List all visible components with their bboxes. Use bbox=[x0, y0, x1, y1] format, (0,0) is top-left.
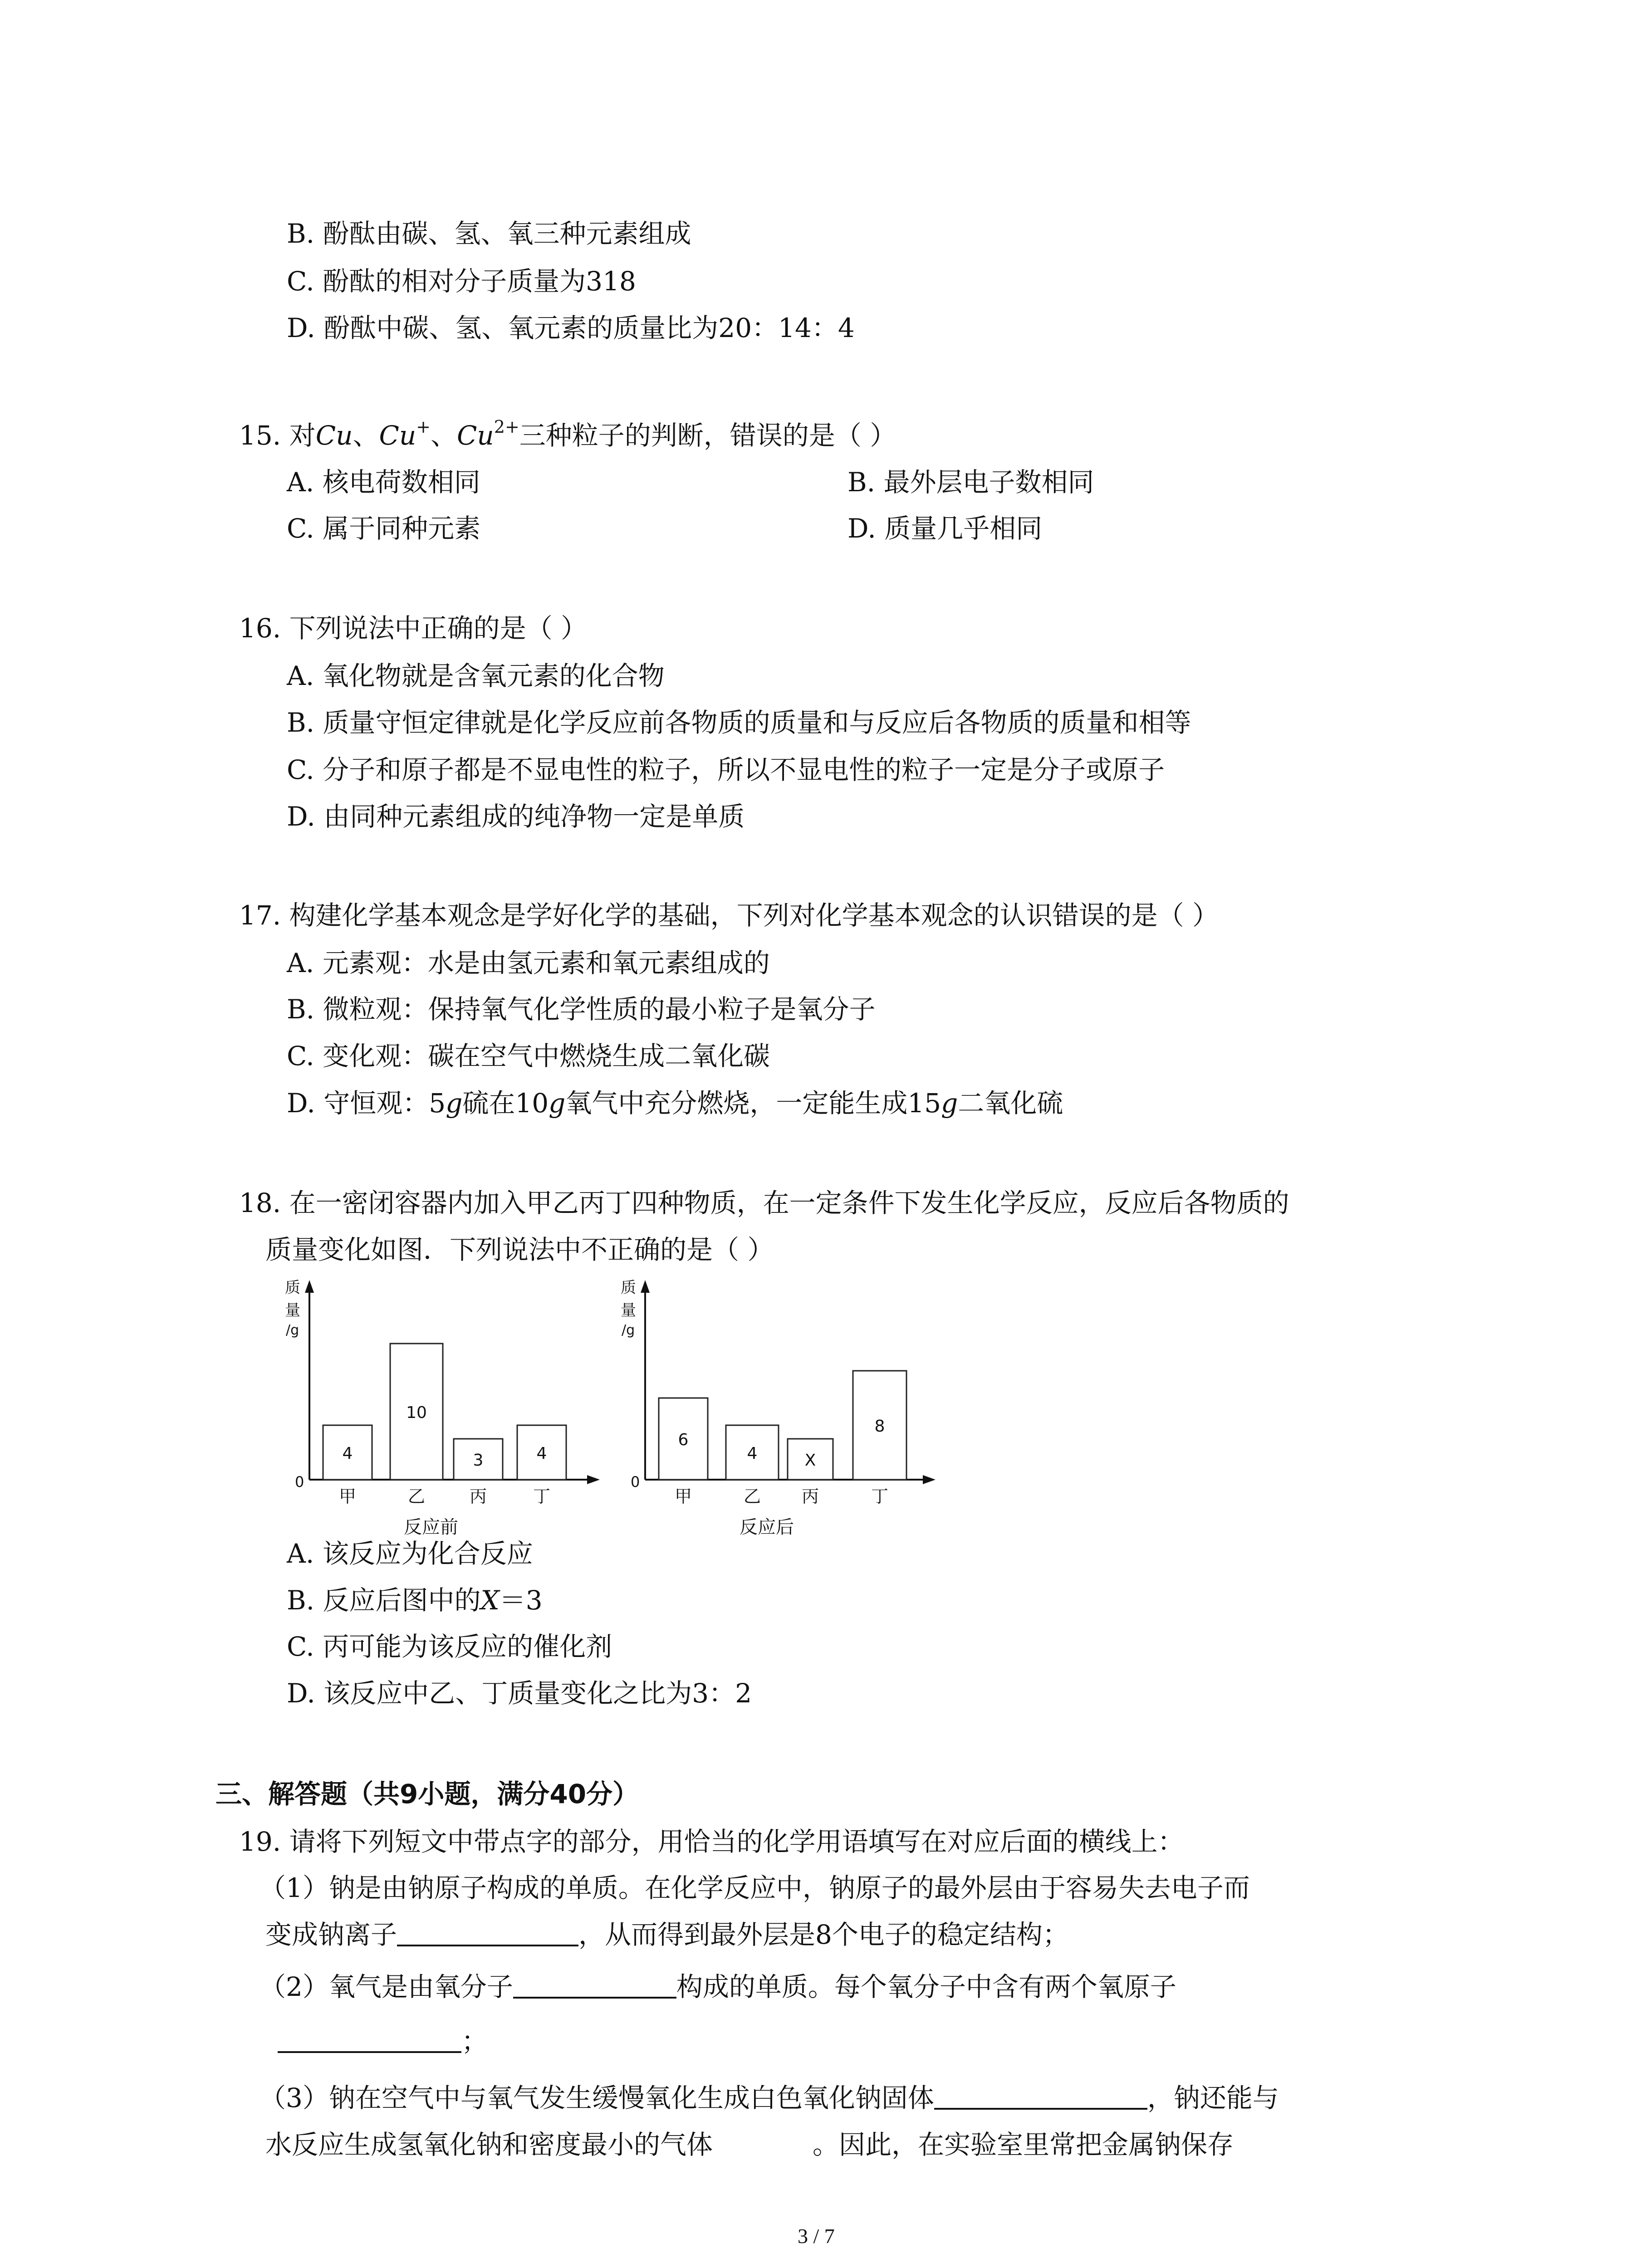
q16-option-d: D. 由同种元素组成的纯净物一定是单质 bbox=[287, 801, 745, 832]
category-label: 丙 bbox=[469, 1486, 487, 1506]
chart-after-reaction bbox=[608, 1270, 944, 1551]
chart-before-reaction bbox=[272, 1270, 608, 1551]
q19-part2-line2: ； bbox=[278, 2023, 488, 2059]
q15-stem: 15. 对Cu、Cu+、$Cu^{2+}$三种粒子的判断，错误的是（ ） bbox=[239, 417, 896, 451]
q17-option-b: B. 微粒观：保持氧气化学性质的最小粒子是氧分子 bbox=[287, 994, 876, 1025]
q16-option-c: C. 分子和原子都是不显电性的粒子，所以不显电性的粒子一定是分子或原子 bbox=[287, 754, 1165, 785]
category-label: 丙 bbox=[801, 1486, 819, 1506]
q19-part3-line2: 水反应生成氢氧化钠和密度最小的气体 。因此，在实验室里常把金属钠保存 bbox=[265, 2129, 1234, 2160]
q14-option-d: D. 酚酞中碳、氢、氧元素的质量比为20：14：4 bbox=[287, 313, 855, 343]
q19-part1-line2: 变成钠离子 ，从而得到最外层是8个电子的稳定结构； bbox=[265, 1919, 1069, 1950]
category-label: 甲 bbox=[674, 1486, 692, 1506]
q16-stem: 16. 下列说法中正确的是（ ） bbox=[239, 613, 588, 644]
chart-title: 反应前 bbox=[404, 1517, 458, 1538]
q15-option-b: B. 最外层电子数相同 bbox=[847, 467, 1094, 498]
origin-label: 0 bbox=[631, 1473, 640, 1491]
q18-option-c: C. 丙可能为该反应的催化剂 bbox=[287, 1631, 612, 1662]
q17-option-c: C. 变化观：碳在空气中燃烧生成二氧化碳 bbox=[287, 1041, 770, 1071]
q15-option-a: A. 核电荷数相同 bbox=[287, 467, 480, 498]
answer-blank-1[interactable] bbox=[397, 1918, 578, 1946]
q18-option-b: B. 反应后图中的X＝3 bbox=[287, 1585, 543, 1616]
answer-blank-4[interactable] bbox=[934, 2082, 1147, 2110]
q16-option-b: B. 质量守恒定律就是化学反应前各物质的质量和与反应后各物质的质量和相等 bbox=[287, 707, 1191, 738]
ylabel-line1: 质 bbox=[285, 1279, 300, 1297]
category-label: 丁 bbox=[871, 1486, 889, 1506]
q17-option-d: D. 守恒观：5g硫在10g氧气中充分燃烧，一定能生成15g二氧化硫 bbox=[287, 1088, 1063, 1119]
category-label: 丁 bbox=[533, 1486, 551, 1506]
q18-option-a: A. 该反应为化合反应 bbox=[287, 1538, 533, 1569]
ylabel-line2: 量 bbox=[621, 1301, 636, 1320]
bar-value-label: 8 bbox=[874, 1417, 885, 1436]
bar-value-label: 4 bbox=[342, 1444, 353, 1463]
answer-blank-3[interactable] bbox=[278, 2025, 461, 2053]
q19-stem: 19. 请将下列短文中带点字的部分，用恰当的化学用语填写在对应后面的横线上： bbox=[239, 1826, 1184, 1857]
answer-blank-2[interactable] bbox=[513, 1970, 676, 1999]
origin-label: 0 bbox=[295, 1473, 304, 1491]
q15-option-c: C. 属于同种元素 bbox=[287, 513, 481, 544]
bar-value-label: 6 bbox=[678, 1431, 689, 1449]
q19-part1-line1: （1）钠是由钠原子构成的单质。在化学反应中，钠原子的最外层由于容易失去电子而 bbox=[260, 1872, 1250, 1903]
q18-stem-line1: 18. 在一密闭容器内加入甲乙丙丁四种物质，在一定条件下发生化学反应，反应后各物质的 bbox=[239, 1188, 1289, 1218]
q17-stem: 17. 构建化学基本观念是学好化学的基础，下列对化学基本观念的认识错误的是（ ） bbox=[239, 900, 1219, 931]
ylabel-line3: /g bbox=[286, 1322, 299, 1338]
q19-part2-line1: （2）氧气是由氧分子 构成的单质。每个氧分子中含有两个氧原子 bbox=[260, 1971, 1176, 2002]
q16-option-a: A. 氧化物就是含氧元素的化合物 bbox=[287, 660, 665, 691]
q14-option-c: C. 酚酞的相对分子质量为318 bbox=[287, 266, 636, 297]
bar-value-label: 10 bbox=[406, 1403, 427, 1422]
chart-title: 反应后 bbox=[740, 1517, 794, 1538]
category-label: 乙 bbox=[743, 1486, 761, 1506]
bar-value-label: X bbox=[804, 1451, 816, 1470]
category-label: 乙 bbox=[407, 1486, 426, 1506]
q14-option-b: B. 酚酞由碳、氢、氧三种元素组成 bbox=[287, 218, 691, 249]
ylabel-line2: 量 bbox=[285, 1301, 300, 1320]
q19-part3-line1: （3）钠在空气中与氧气发生缓慢氧化生成白色氧化钠固体 ，钠还能与 bbox=[260, 2082, 1279, 2113]
q17-option-a: A. 元素观：水是由氢元素和氧元素组成的 bbox=[287, 948, 770, 978]
q18-stem-line2: 质量变化如图．下列说法中不正确的是（ ） bbox=[265, 1234, 774, 1265]
ylabel-line1: 质 bbox=[621, 1279, 636, 1297]
bar-value-label: 4 bbox=[747, 1444, 758, 1463]
ylabel-line3: /g bbox=[622, 1322, 635, 1338]
bar-value-label: 4 bbox=[536, 1444, 547, 1463]
category-label: 甲 bbox=[338, 1486, 357, 1506]
q15-option-d: D. 质量几乎相同 bbox=[847, 513, 1043, 544]
page-number: 3 / 7 bbox=[798, 2224, 835, 2248]
q18-option-d: D. 该反应中乙、丁质量变化之比为3：2 bbox=[287, 1678, 752, 1709]
section-title: 三、解答题（共9小题，满分40分） bbox=[216, 1779, 639, 1809]
bar-value-label: 3 bbox=[473, 1451, 484, 1470]
